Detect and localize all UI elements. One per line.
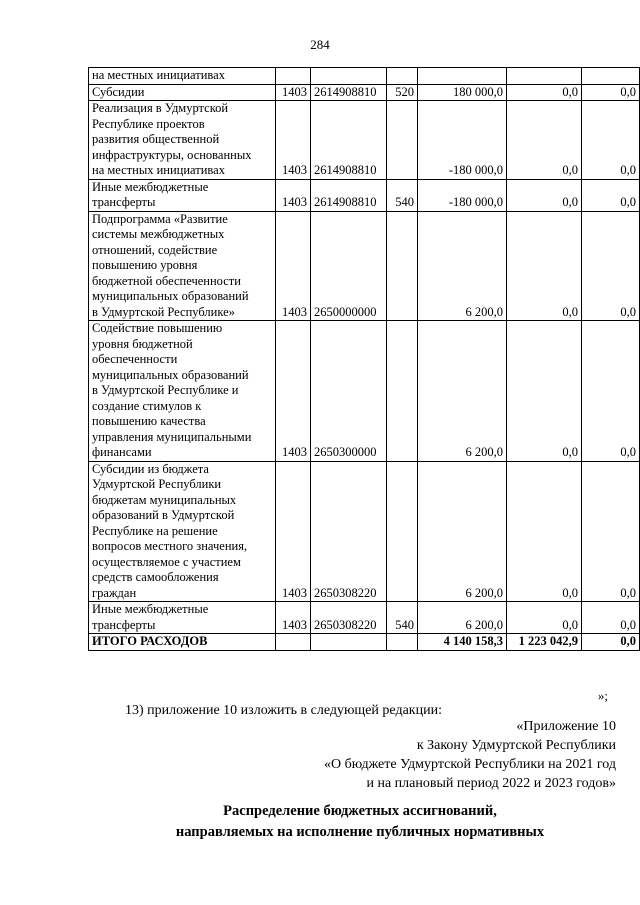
- row-value-2023: 0,0: [582, 84, 640, 101]
- row-target-code: [311, 68, 387, 85]
- table-row: [89, 68, 640, 85]
- total-expense-type: [387, 634, 418, 651]
- row-name: на местных инициативах: [89, 68, 276, 85]
- row-section: 1403: [276, 179, 311, 211]
- row-value-2021: -180 000,0: [418, 179, 507, 211]
- document-title: [0, 801, 640, 843]
- row-value-2023: 0,0: [582, 602, 640, 634]
- amendment-text: 13) приложение 10 изложить в следующей редакции:: [125, 703, 442, 718]
- row-expense-type: [387, 211, 418, 321]
- row-value-2023: 0,0: [582, 461, 640, 602]
- row-value-2022: 0,0: [507, 179, 582, 211]
- row-target-code: 2650000000: [311, 211, 387, 321]
- title-line: Распределение бюджетных ассигнований,: [223, 803, 497, 819]
- row-name: Реализация в Удмуртской Республике проектов развития общественной инфраструктуры, основанных на местных инициативах: [89, 101, 276, 180]
- appendix-line: «О бюджете Удмуртской Республики на 2021 год: [323, 757, 616, 772]
- appendix-line: к Закону Удмуртской Республики: [416, 738, 616, 753]
- row-value-2023: 0,0: [582, 321, 640, 462]
- row-expense-type: 540: [387, 179, 418, 211]
- total-section: [276, 634, 311, 651]
- total-value-2021: 4 140 158,3: [418, 634, 507, 651]
- total-value-2023: 0,0: [582, 634, 640, 651]
- budget-table: [88, 67, 640, 651]
- row-section: 1403: [276, 101, 311, 180]
- row-section: 1403: [276, 321, 311, 462]
- table-row: [89, 211, 640, 321]
- row-value-2021: [418, 68, 507, 85]
- row-value-2022: 0,0: [507, 321, 582, 462]
- row-value-2022: 0,0: [507, 461, 582, 602]
- row-name: Иные межбюджетные трансферты: [89, 179, 276, 211]
- row-value-2022: 0,0: [507, 101, 582, 180]
- row-name: Субсидии: [89, 84, 276, 101]
- row-section: 1403: [276, 211, 311, 321]
- row-target-code: 2650300000: [311, 321, 387, 462]
- row-value-2022: [507, 68, 582, 85]
- row-section: 1403: [276, 84, 311, 101]
- table-row: [89, 602, 640, 634]
- row-expense-type: 540: [387, 602, 418, 634]
- row-name: Субсидии из бюджета Удмуртской Республики бюджетам муниципальных образований в Удмуртской Республике на решение вопросов местного значения, осуществляемое с участием средств самообложения граждан: [89, 461, 276, 602]
- appendix-line: «Приложение 10: [516, 719, 616, 734]
- row-value-2023: [582, 68, 640, 85]
- row-value-2022: 0,0: [507, 211, 582, 321]
- total-label: ИТОГО РАСХОДОВ: [89, 634, 276, 651]
- row-value-2023: 0,0: [582, 211, 640, 321]
- row-value-2021: 6 200,0: [418, 321, 507, 462]
- row-section: 1403: [276, 461, 311, 602]
- row-expense-type: [387, 321, 418, 462]
- row-name: Иные межбюджетные трансферты: [89, 602, 276, 634]
- row-section: [276, 68, 311, 85]
- row-name: Подпрограмма «Развитие системы межбюджетных отношений, содействие повышению уровня бюджетной обеспеченности муниципальных образований в Удмуртской Республике»: [89, 211, 276, 321]
- appendix-line: и на плановый период 2022 и 2023 годов»: [366, 776, 616, 791]
- total-value-2022: 1 223 042,9: [507, 634, 582, 651]
- page-number: 284: [310, 37, 330, 52]
- row-expense-type: [387, 101, 418, 180]
- row-value-2021: 6 200,0: [418, 461, 507, 602]
- row-name: Содействие повышению уровня бюджетной обеспеченности муниципальных образований в Удмуртской Республике и создание стимулов к повышению качества управления муниципальными финансами: [89, 321, 276, 462]
- table-row: [89, 461, 640, 602]
- row-expense-type: 520: [387, 84, 418, 101]
- table-row: [89, 101, 640, 180]
- row-target-code: 2614908810: [311, 179, 387, 211]
- row-value-2021: 6 200,0: [418, 211, 507, 321]
- row-expense-type: [387, 68, 418, 85]
- row-target-code: 2614908810: [311, 101, 387, 180]
- total-row: [89, 634, 640, 651]
- row-target-code: 2650308220: [311, 602, 387, 634]
- row-value-2021: 6 200,0: [418, 602, 507, 634]
- appendix-header: [324, 717, 616, 793]
- row-value-2021: -180 000,0: [418, 101, 507, 180]
- row-expense-type: [387, 461, 418, 602]
- row-value-2023: 0,0: [582, 179, 640, 211]
- title-line: направляемых на исполнение публичных нормативных: [175, 824, 545, 840]
- row-value-2022: 0,0: [507, 602, 582, 634]
- closing-quote: »;: [597, 688, 608, 703]
- row-value-2021: 180 000,0: [418, 84, 507, 101]
- table-row: [89, 321, 640, 462]
- table-row: [89, 179, 640, 211]
- row-value-2022: 0,0: [507, 84, 582, 101]
- table-row: [89, 84, 640, 101]
- total-target-code: [311, 634, 387, 651]
- row-value-2023: 0,0: [582, 101, 640, 180]
- row-target-code: 2614908810: [311, 84, 387, 101]
- row-section: 1403: [276, 602, 311, 634]
- row-target-code: 2650308220: [311, 461, 387, 602]
